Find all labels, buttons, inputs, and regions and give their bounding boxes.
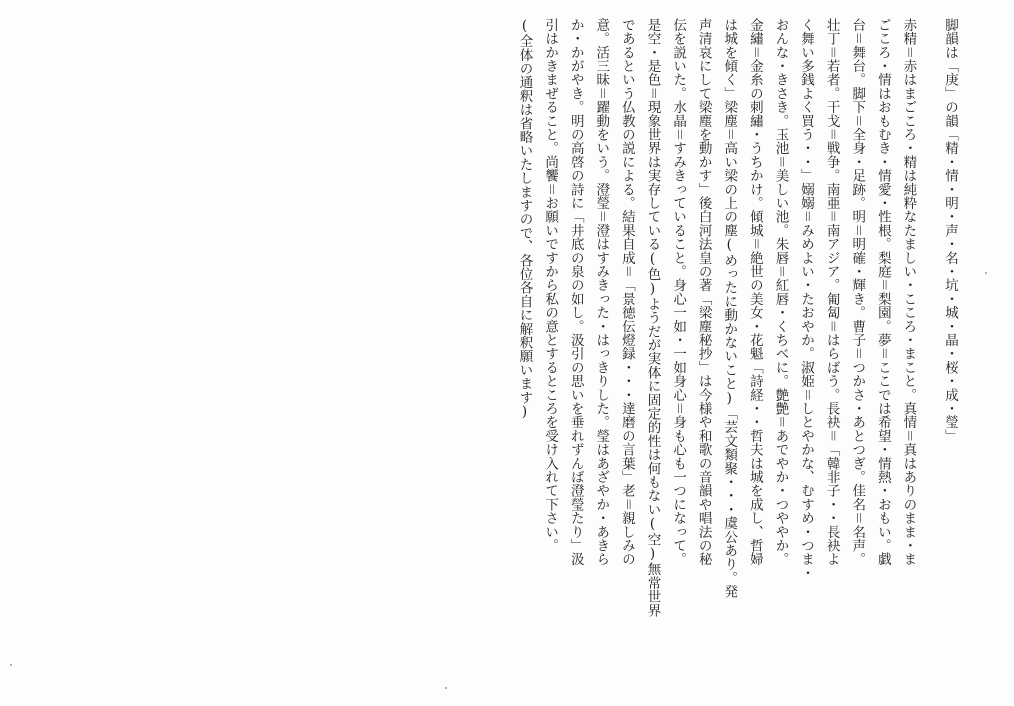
text-line: 金繡＝金糸の刺繡・うちかけ。傾城＝絶世の美女・花魁「詩経・・哲夫は城を成し、哲婦 <box>746 18 763 566</box>
text-line: 意。活三昧＝躍動をいう。澄瑩＝澄はすみきった・はっきりした。瑩はあざやか・あきら <box>593 18 610 566</box>
text-line: ごころ・情はおもむき・情愛・性根。梨庭＝梨園。夢＝ここでは希望・情熱・おもい。戯 <box>874 18 891 566</box>
text-line: 是空・是色＝現象世界は実存している(色)ようだが実体に固定的性は何もない(空)無常世界 <box>644 18 661 618</box>
text-line: 引はかきまぜること。尚饗＝お願いですから私の意とするところを受け入れて下さい。 <box>542 18 559 553</box>
text-line: は城を傾く」梁塵＝高い梁の上の塵(めったに動かないこと)「芸文類聚・・・虞公あり。発 <box>721 18 738 599</box>
text-line: おんな・きさき。玉池＝美しい池。朱唇＝紅唇・くちべに。艶艶＝あでやか・つややか。 <box>772 18 789 566</box>
scan-speck <box>985 272 987 274</box>
rhyme-heading: 脚韻は「庚」の韻「精・情・明・声・名・坑・城・晶・桜・成・瑩」 <box>942 18 958 443</box>
text-line: 伝を説いた。水晶＝すみきっていること。身心一如・一如身心＝身も心も一つになって。 <box>670 18 687 566</box>
text-line: 声清哀にして梁塵を動かす」後白河法皇の著「梁塵秘抄」は今様や和歌の音韻や唱法の秘 <box>695 18 712 566</box>
text-line: 赤精＝赤はまごころ・精は純粋なたましい・こころ・まこと。真情＝真はありのまま・ま <box>900 18 917 566</box>
text-line: であるという仏教の説による。結果自成＝「景徳伝燈録・・・達磨の言葉」老＝親しみの <box>618 18 635 566</box>
text-line: 壮丁＝若者。干戈＝戦争。南亜＝南アジア。匍匐＝はらばう。長袂＝「韓非子・・長袂よ <box>823 18 840 566</box>
scan-speck <box>445 687 447 689</box>
text-line: か・かがやき。明の高啓の詩に「井底の泉の如し。汲引の思いを垂れずんば澄瑩たり」汲 <box>567 18 584 566</box>
scan-speck <box>10 664 12 666</box>
annotation-text <box>511 18 962 698</box>
text-line: く舞い多銭よく買う・・」嫋嫋＝みめよい・たおやか。淑姫＝しとやかな、むすめ・つま・ <box>798 18 815 580</box>
text-line: 台＝舞台。脚下＝全身・足跡。明＝明確・輝き。曹子＝つかさ・あとつぎ。佳名＝名声。 <box>849 18 866 566</box>
closing-note: (全体の通釈は省略いたしますので、各位各自に解釈願います) <box>516 18 533 421</box>
